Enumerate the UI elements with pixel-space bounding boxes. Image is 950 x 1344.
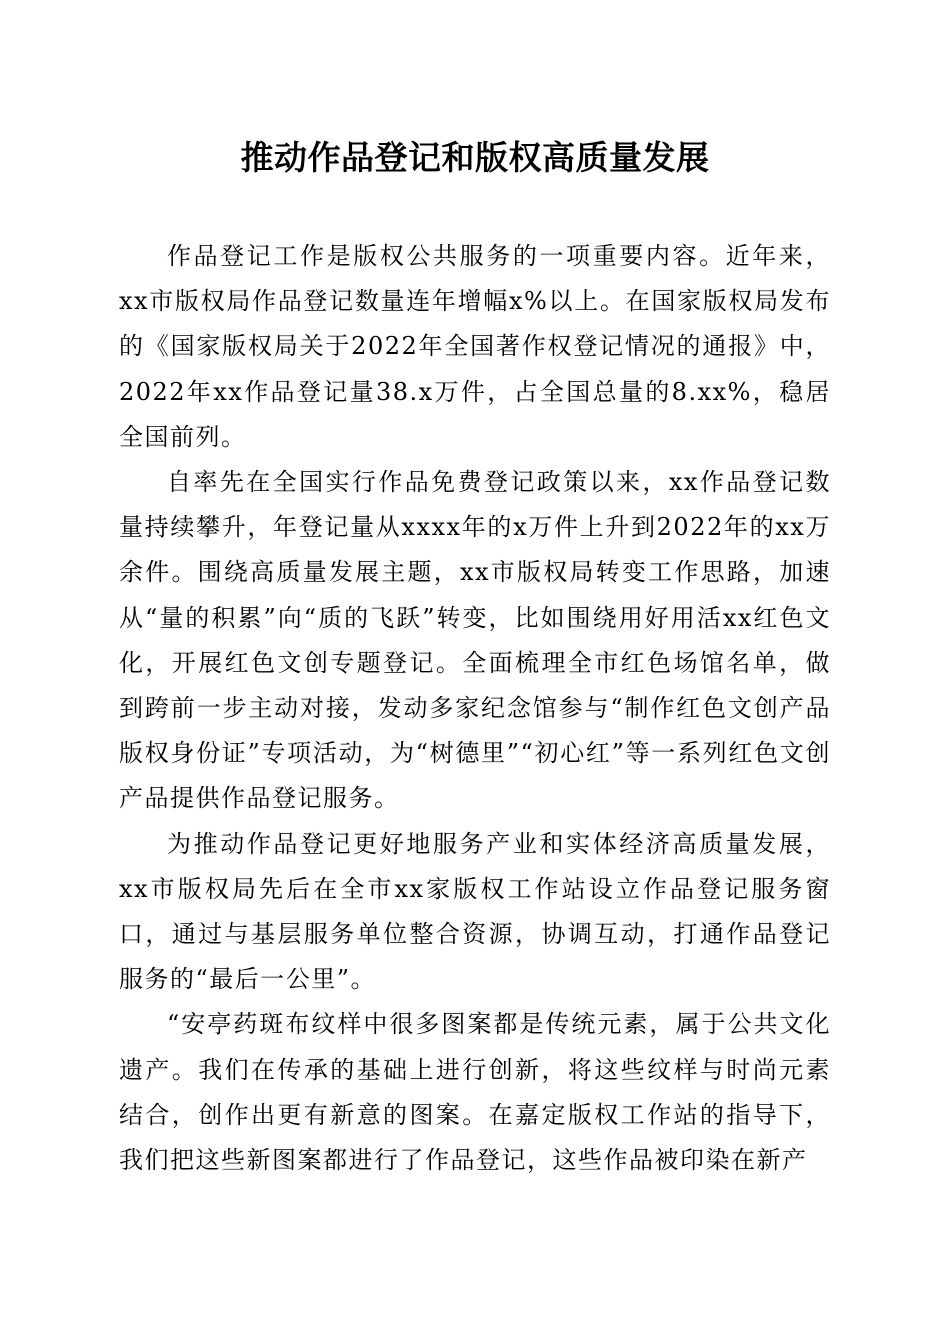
document-body — [119, 234, 831, 1183]
document-title: 推动作品登记和版权高质量发展 — [240, 138, 710, 177]
paragraph-3: 为推动作品登记更好地服务产业和实体经济高质量发展，xx市版权局先后在全市xx家版权工作站设立作品登记服务窗口，通过与基层服务单位整合资源，协调互动，打通作品登记服务的“最后一公里”。 — [119, 829, 831, 994]
paragraph-1: 作品登记工作是版权公共服务的一项重要内容。近年来，xx市版权局作品登记数量连年增幅x%以上。在国家版权局发布的《国家版权局关于2022年全国著作权登记情况的通报》中，2022年xx作品登记量38.x万件，占全国总量的8.xx%，稳居全国前列。 — [119, 242, 831, 451]
paragraph-4: “安亭药斑布纹样中很多图案都是传统元素，属于公共文化遗产。我们在传承的基础上进行创新，将这些纹样与时尚元素结合，创作出更有新意的图案。在嘉定版权工作站的指导下，我们把这些新图案都进行了作品登记，这些作品被印染在新产 — [119, 1010, 831, 1175]
paragraph-2: 自率先在全国实行作品免费登记政策以来，xx作品登记数量持续攀升，年登记量从xxxx年的x万件上升到2022年的xx万余件。围绕高质量发展主题，xx市版权局转变工作思路，加速从“量的积累”向“质的飞跃”转变，比如围绕用好用活xx红色文化，开展红色文创专题登记。全面梳理全市红色场馆名单，做到跨前一步主动对接，发动多家纪念馆参与“制作红色文创产品版权身份证”专项活动，为“树德里”“初心红”等一系列红色文创产品提供作品登记服务。 — [119, 468, 831, 813]
